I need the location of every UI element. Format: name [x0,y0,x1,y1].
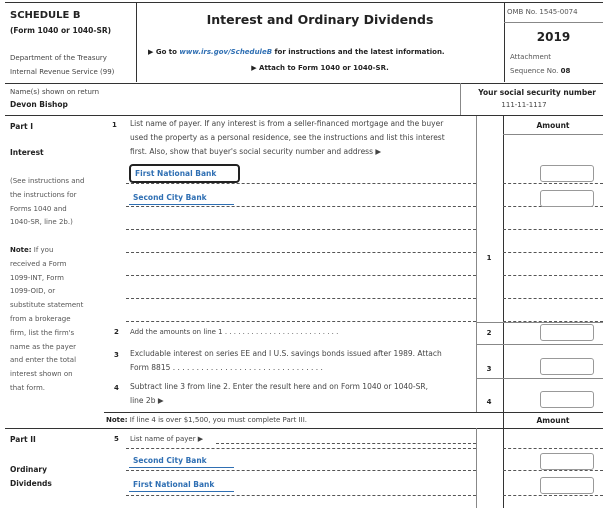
line2-number: 2 [114,328,119,336]
form-title: Interest and Ordinary Dividends [206,12,434,27]
part2-title: Ordinary Dividends [10,465,52,488]
sequence-number: Sequence No. 08 [510,67,571,75]
line4-text: Subtract line 3 from line 2. Enter the result here and on Form 1040 or 1040-SR, line 2b ▶ [130,382,428,405]
brokerage-note: Note: If you received a Form 1099-INT, Form 1099-OID, or substitute statement from a brokerage firm, list the firm's name as the payer and enter the total interest shown on that form. [10,246,84,392]
amount-header: Amount [536,121,570,130]
instructions-line: ▶ Go to www.irs.gov/ScheduleB for instructions and the latest information. [148,48,445,56]
line5-number: 5 [114,435,119,443]
form-subtitle: (Form 1040 or 1040-SR) [10,26,112,35]
line4-number: 4 [114,384,119,392]
part2-payer-1-amount-input[interactable] [540,453,594,470]
tax-year: 2019 [536,30,571,44]
part2-payer-2-amount-input[interactable] [540,477,594,494]
payer-name-1[interactable]: First National Bank [129,164,240,183]
part1-label: Part I [10,122,34,131]
line4-box-number: 4 [486,398,492,406]
payer-2-amount-input[interactable] [540,190,594,207]
ssn-value: 111-11-1117 [501,101,547,109]
omb-number: OMB No. 1545-0074 [507,8,578,16]
payer-1-amount-input[interactable] [540,165,594,182]
line3-box-number: 3 [486,365,492,373]
line5-text: List name of payer ▶ [130,435,204,443]
part1-title: Interest [10,148,44,157]
ssn-label: Your social security number [478,88,596,97]
payer-name-2[interactable]: Second City Bank [129,192,234,205]
line2-text: Add the amounts on line 1 . . . . . . . . . . . . . . . . . . . . . . . . . . [130,328,339,336]
see-instructions-note: (See instructions and the instructions for Forms 1040 and 1040-SR, line 2b.) [10,177,85,227]
form-name: SCHEDULE B [10,10,81,21]
irs-url-link[interactable]: www.irs.gov/ScheduleB [179,48,273,56]
line3-text: Excludable interest on series EE and I U.S. savings bonds issued after 1989. Attach Form 8815 . . . . . . . . . . . . . . . . . . . . . . . . . . . . . . . . [130,349,442,372]
line2-box-number: 2 [486,329,492,337]
part2-payer-name-1[interactable]: Second City Bank [129,455,234,468]
line4-amount-input[interactable] [540,391,594,408]
attach-instruction: ▶ Attach to Form 1040 or 1040-SR. [251,64,389,72]
line1-instructions: List name of payer. If any interest is from a seller-financed mortgage and the buyer used the property as a personal residence, see the instructions and list this interest first. Also, show that buyer's social security number and address ▶ [130,119,445,156]
line3-number: 3 [114,351,119,359]
part2-payer-name-2[interactable]: First National Bank [129,479,234,492]
name-label: Name(s) shown on return [10,88,100,96]
line1-number: 1 [112,121,117,129]
agency-line: Internal Revenue Service (99) [10,68,115,76]
department-line: Department of the Treasury [10,54,107,62]
line3-amount-input[interactable] [540,358,594,375]
taxpayer-name: Devon Bishop [10,100,68,109]
attachment-label: Attachment [510,53,552,61]
part2-label: Part II [10,435,36,444]
part1-note: Note: If line 4 is over $1,500, you must complete Part III. [106,416,308,424]
line1-box-number: 1 [486,254,492,262]
part2-amount-header: Amount [536,416,570,425]
line2-amount-input[interactable] [540,324,594,341]
